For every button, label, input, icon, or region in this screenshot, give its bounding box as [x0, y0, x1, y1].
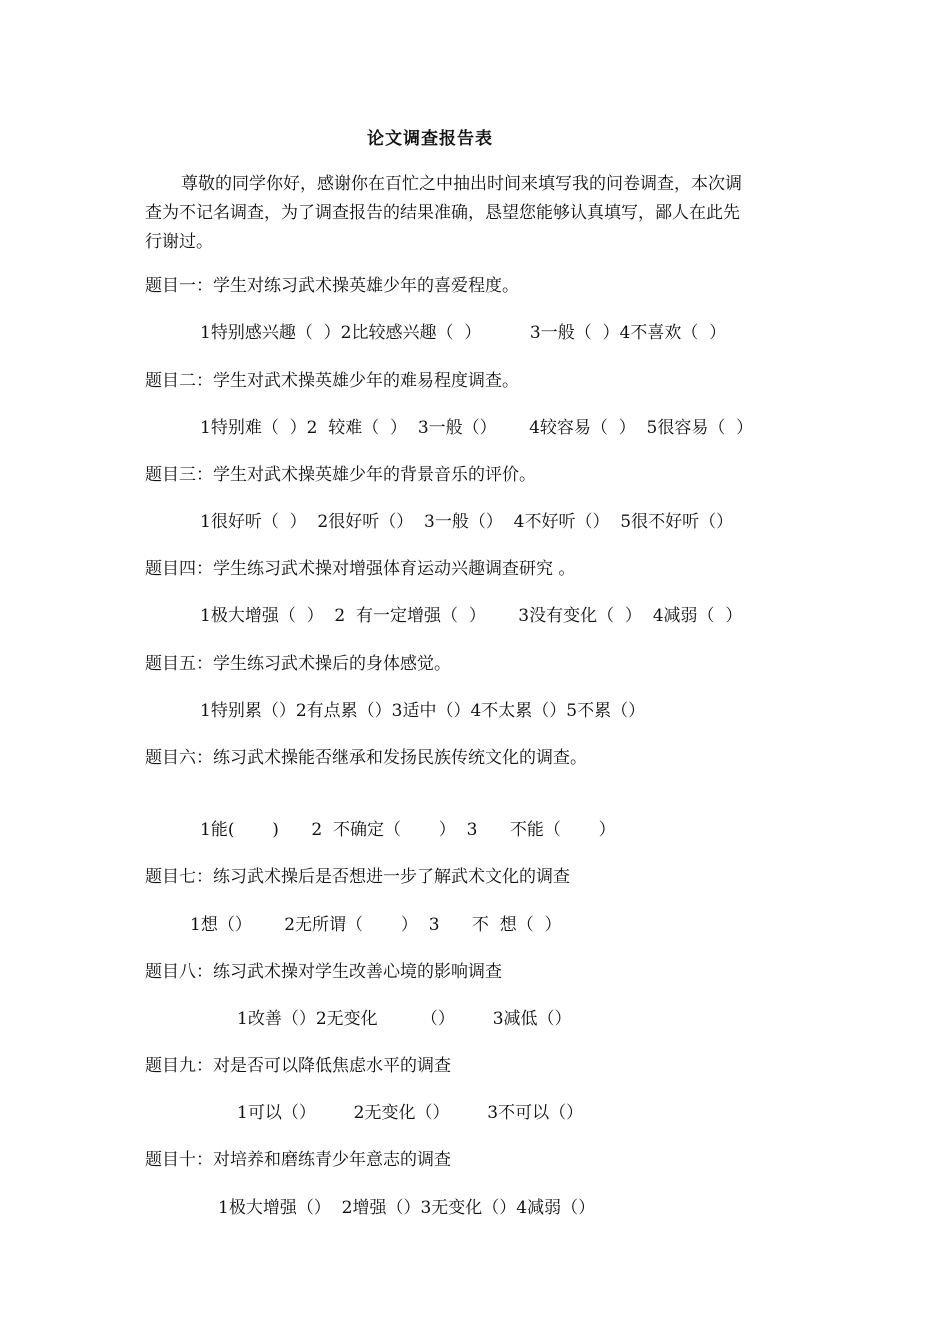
- question-8-options: 1改善（）2无变化 （） 3减低（）: [237, 1009, 572, 1029]
- question-1-options: 1特别感兴趣（ ）2比较感兴趣（ ） 3一般（ ）4不喜欢（ ）: [200, 323, 727, 343]
- question-1-label: 题目一：学生对练习武术操英雄少年的喜爱程度。: [145, 276, 519, 296]
- question-8-label: 题目八：练习武术操对学生改善心境的影响调查: [145, 962, 502, 982]
- question-9-options: 1可以（） 2无变化（） 3不可以（）: [237, 1103, 584, 1123]
- question-6-label: 题目六：练习武术操能否继承和发扬民族传统文化的调查。: [145, 748, 587, 768]
- intro-line-3: 行谢过。: [145, 232, 213, 252]
- intro-line-1: 尊敬的同学你好，感谢你在百忙之中抽出时间来填写我的问卷调查，本次调: [181, 174, 742, 194]
- intro-paragraph: [145, 170, 810, 257]
- intro-line-2: 查为不记名调查，为了调查报告的结果准确，恳望您能够认真填写，鄙人在此先: [145, 203, 740, 223]
- question-7-options: 1想（） 2无所谓（ ） 3 不 想（ ）: [190, 915, 562, 935]
- question-3-label: 题目三：学生对武术操英雄少年的背景音乐的评价。: [145, 465, 536, 485]
- question-5-label: 题目五：学生练习武术操后的身体感觉。: [145, 654, 451, 674]
- question-7-label: 题目七：练习武术操后是否想进一步了解武术文化的调查: [145, 867, 570, 887]
- question-6-options: 1能( ) 2 不确定（ ） 3 不能（ ）: [200, 820, 616, 840]
- document-title: 论文调查报告表: [367, 129, 493, 149]
- question-4-label: 题目四：学生练习武术操对增强体育运动兴趣调查研究 。: [145, 559, 576, 579]
- question-9-label: 题目九：对是否可以降低焦虑水平的调查: [145, 1056, 451, 1076]
- question-10-label: 题目十：对培养和磨练青少年意志的调查: [145, 1150, 451, 1170]
- question-2-options: 1特别难（ ）2 较难（ ） 3一般（） 4较容易（ ） 5很容易（ ）: [200, 418, 754, 438]
- question-10-options: 1极大增强（） 2增强（）3无变化（）4减弱（）: [218, 1198, 596, 1218]
- question-4-options: 1极大增强（ ） 2 有一定增强（ ） 3没有变化（ ） 4减弱（ ）: [200, 606, 743, 626]
- question-2-label: 题目二：学生对武术操英雄少年的难易程度调查。: [145, 371, 519, 391]
- question-3-options: 1很好听（ ） 2很好听（） 3一般（） 4不好听（） 5很不好听（）: [200, 512, 734, 532]
- question-5-options: 1特别累（）2有点累（）3适中（）4不太累（）5不累（）: [200, 701, 646, 721]
